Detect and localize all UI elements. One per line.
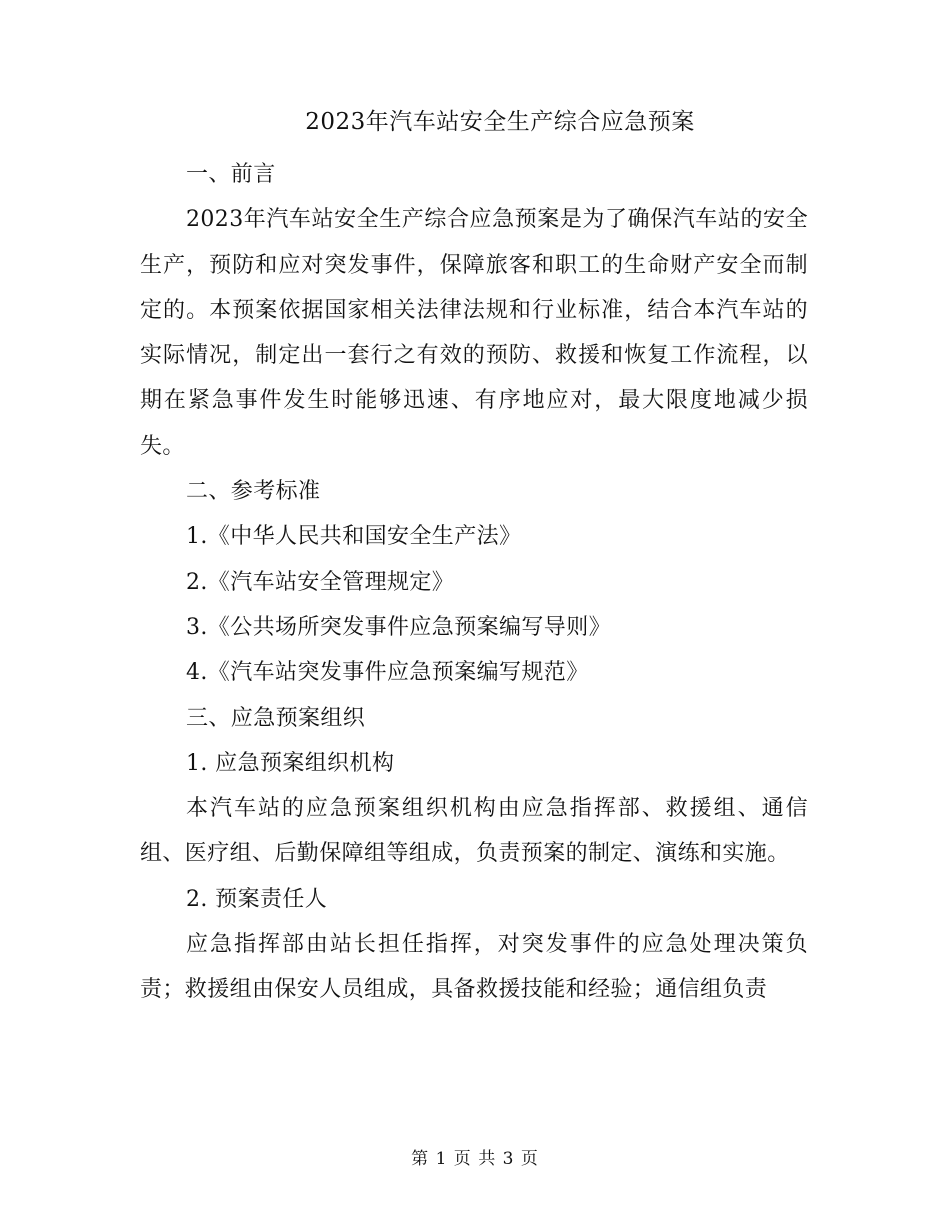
organization-structure-paragraph: 本汽车站的应急预案组织机构由应急指挥部、救援组、通信组、医疗组、后勤保障组等组成，负责预案的制定、演练和实施。 bbox=[140, 796, 808, 867]
document-body bbox=[140, 152, 808, 1013]
subheading-responsible-persons: 2. 预案责任人 bbox=[186, 886, 328, 912]
reference-item-2: 2.《汽车站安全管理规定》 bbox=[186, 569, 455, 595]
reference-item-3: 3.《公共场所突发事件应急预案编写导则》 bbox=[186, 614, 611, 640]
heading-reference-standards: 二、参考标准 bbox=[186, 479, 321, 505]
reference-item-4: 4.《汽车站突发事件应急预案编写规范》 bbox=[186, 660, 589, 686]
heading-preface: 一、前言 bbox=[186, 162, 276, 187]
heading-emergency-organization: 三、应急预案组织 bbox=[186, 705, 366, 731]
page-footer: 第 1 页 共 3 页 bbox=[411, 1149, 539, 1169]
responsible-persons-paragraph: 应急指挥部由站长担任指挥，对突发事件的应急处理决策负责；救援组由保安人员组成，具备救援技能和经验；通信组负责 bbox=[140, 932, 808, 1003]
reference-item-1: 1.《中华人民共和国安全生产法》 bbox=[186, 524, 522, 550]
preface-paragraph: 2023年汽车站安全生产综合应急预案是为了确保汽车站的安全生产，预防和应对突发事件，保障旅客和职工的生命财产安全而制定的。本预案依据国家相关法律法规和行业标准，结合本汽车站的实际情况，制定出一套行之有效的预防、救援和恢复工作流程，以期在紧急事件发生时能够迅速、有序地应对，最大限度地减少损失。 bbox=[140, 207, 808, 459]
subheading-organization-structure: 1. 应急预案组织机构 bbox=[186, 750, 395, 776]
document-title: 2023年汽车站安全生产综合应急预案 bbox=[305, 109, 695, 135]
